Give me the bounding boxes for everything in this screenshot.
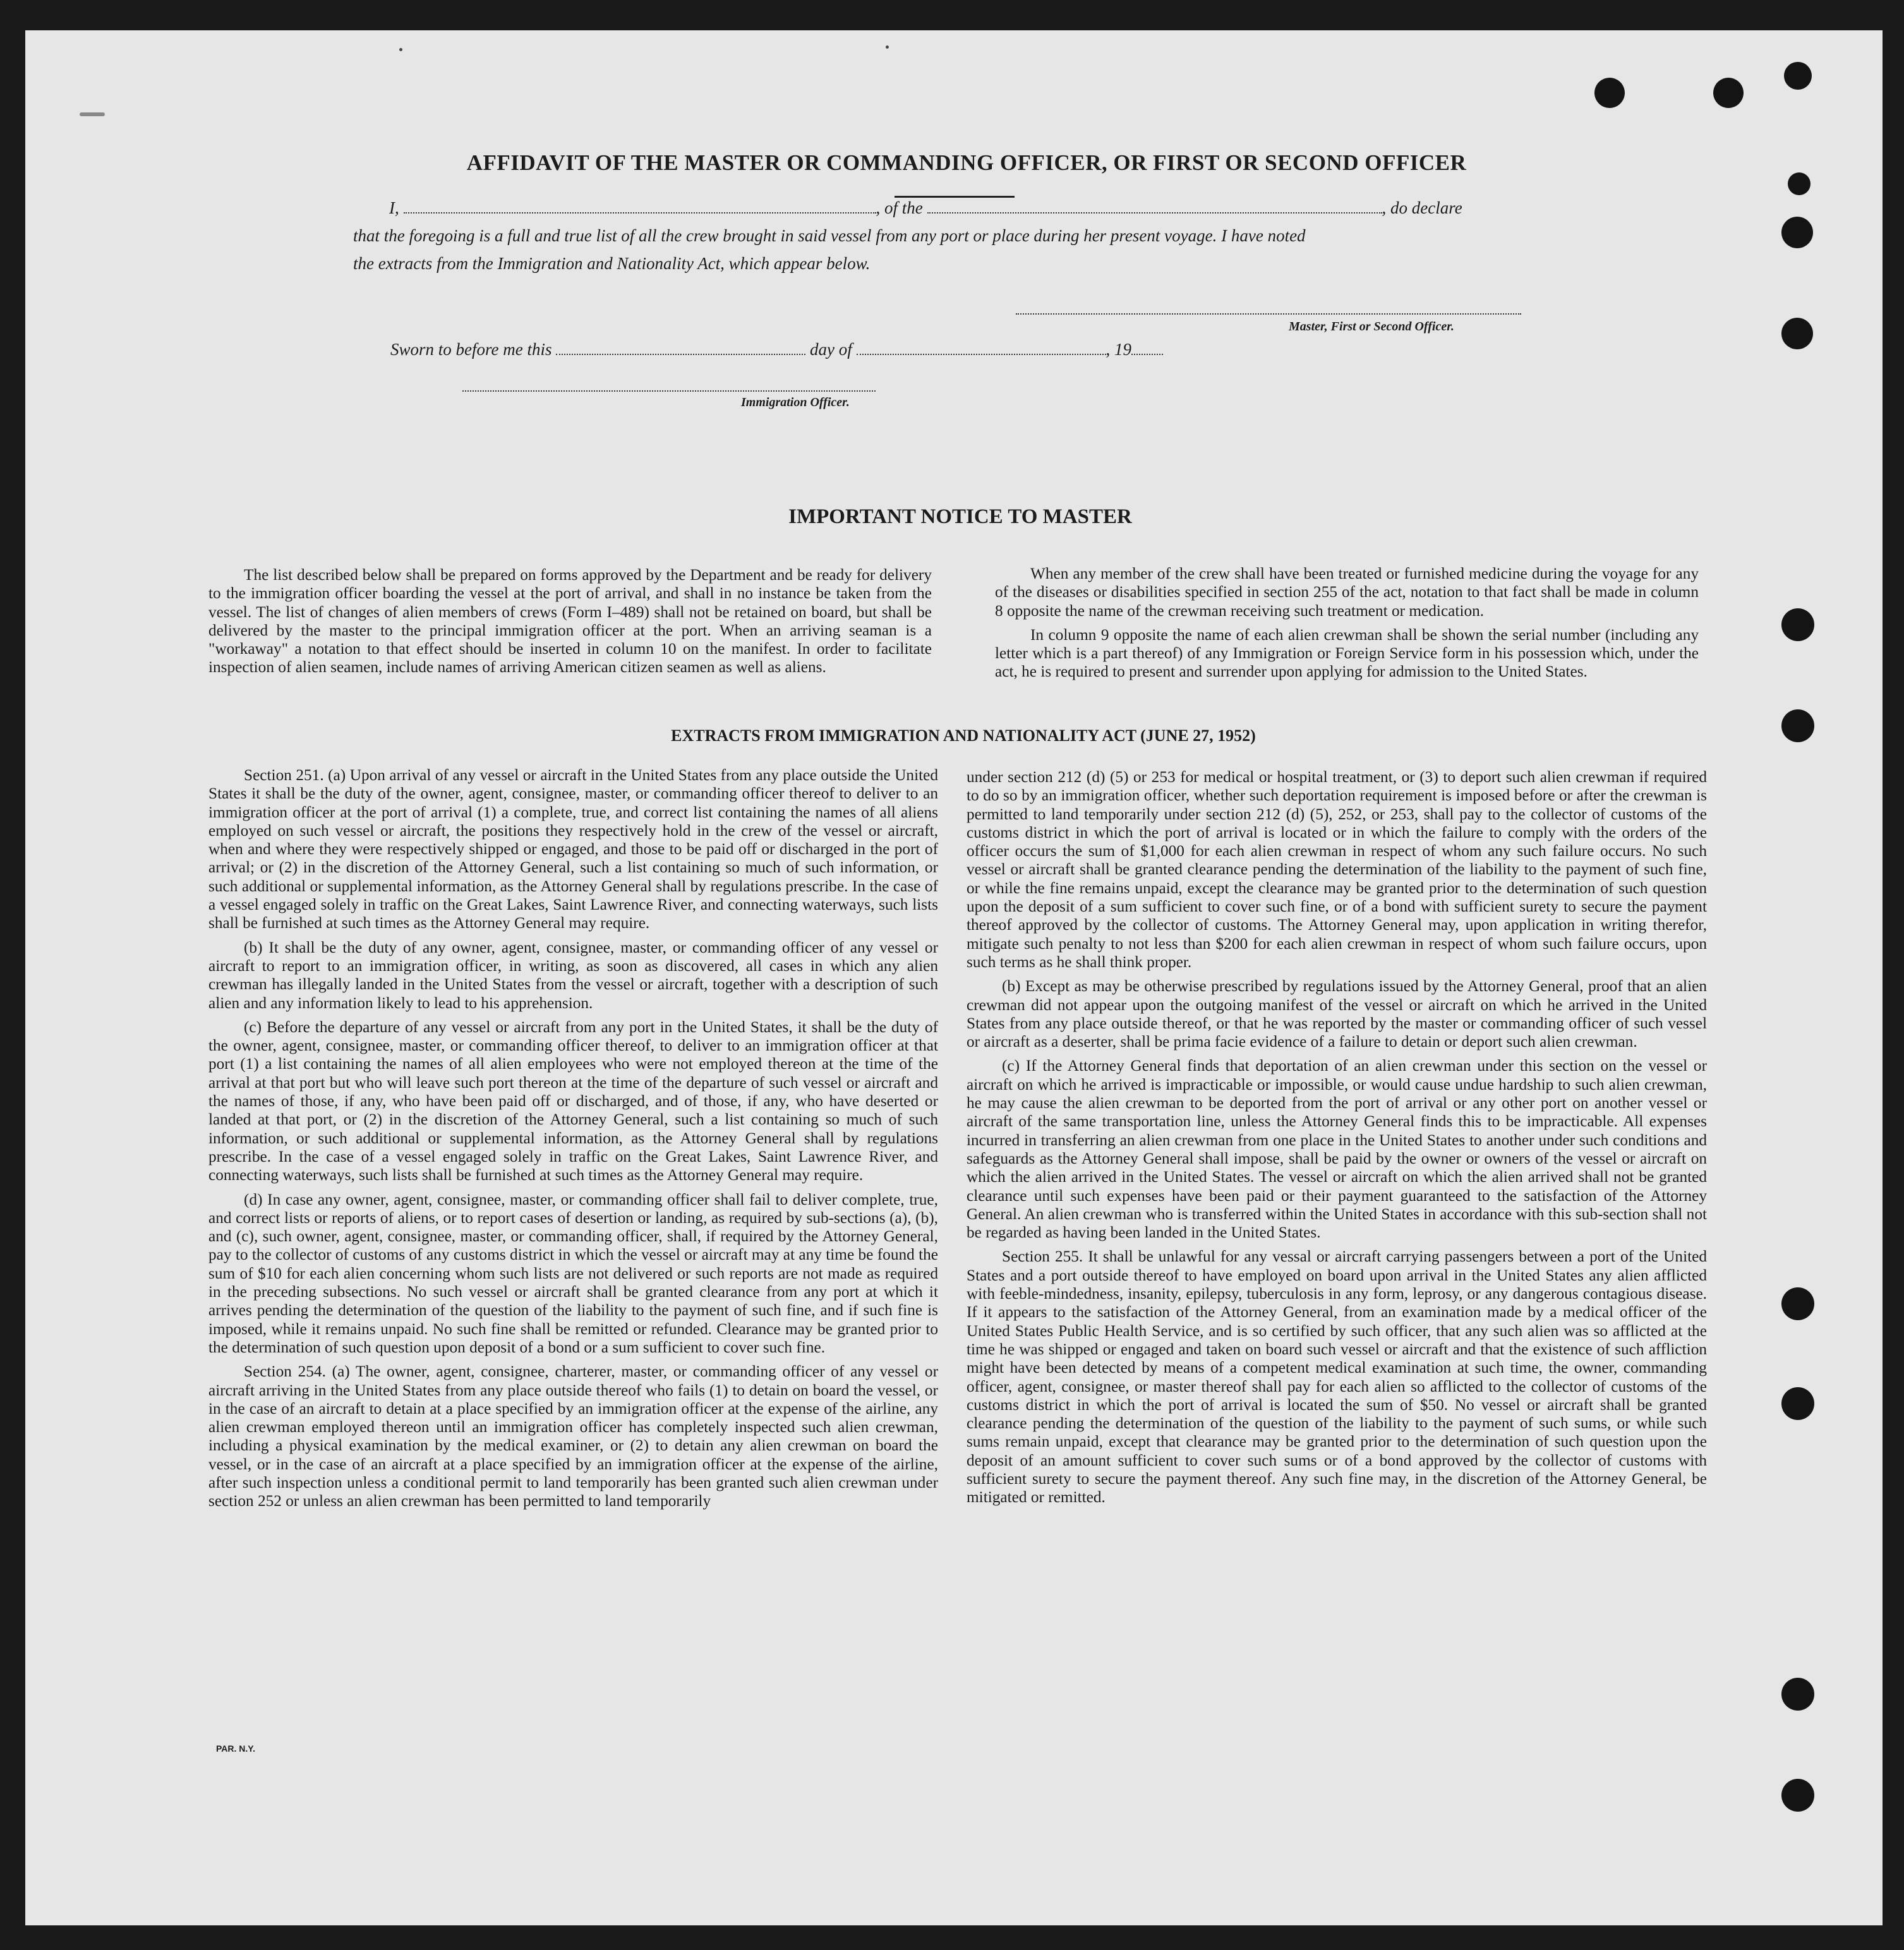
punch-hole (1781, 1779, 1814, 1812)
master-signature-label: Master, First or Second Officer. (1289, 320, 1454, 334)
sworn-year-field[interactable] (1131, 342, 1163, 355)
affidavit-title: AFFIDAVIT OF THE MASTER OR COMMANDING OFFICER, OR FIRST OR SECOND OFFICER (466, 150, 1467, 175)
declaration-line-3: the extracts from the Immigration and Nationality Act, which appear below. (353, 254, 871, 273)
sworn-month-field[interactable] (857, 342, 1106, 355)
extracts-left-column (208, 766, 938, 1517)
declarant-name-field[interactable] (404, 201, 876, 214)
immigration-officer-signature-field[interactable] (462, 384, 876, 392)
title-rule (895, 196, 1015, 198)
extracts-title: EXTRACTS FROM IMMIGRATION AND NATIONALITY ACT (JUNE 27, 1952) (671, 726, 1256, 745)
sworn-line (390, 340, 1163, 359)
punch-hole (1784, 62, 1812, 90)
declaration-line-1 (389, 198, 1462, 218)
act-section-paragraph: Section 251. (a) Upon arrival of any vessel or aircraft in the United States from any place outside the United States it shall be the duty of the owner, agent, consignee, master, or commanding officer thereof to deliver to an immigration officer at the port of arrival (1) a complete, true, and correct list containing the names of all aliens employed on such vessel or aircraft, the positions they respectively hold in the crew of the vessel or aircraft, when and where they were respectively shipped or engaged, and those to be paid off or discharged in the port of arrival; or (2) in the discretion of the Attorney General, such a list containing so much of such information, or such additional or supplemental information, as the Attorney General shall by regulations prescribe. In the case of a vessel engaged solely in traffic on the Great Lakes, Saint Lawrence River, and connecting waterways, such lists shall be furnished at such times as the Attorney General may require. (208, 766, 938, 932)
act-section-paragraph: (d) In case any owner, agent, consignee, master, or commanding officer shall fail to deliver complete, true, and correct lists or reports of aliens, or to report cases of desertion or landing, as required by sub-sections (a), (b), and (c), such owner, agent, consignee, master, or commanding officer, shall, if required by the Attorney General, pay to the collector of customs of any customs district in which the vessel or aircraft may at any time be found the sum of $10 for each alien concerning whom such lists are not delivered or such reports are not made as required in the preceding subsections. No such vessel or aircraft shall be granted clearance from any port at which it arrives pending the determination of the question of the liability to the payment of such fine, and if such fine is imposed, while it remains unpaid. No such fine shall be remitted or refunded. Clearance may be granted prior to the determination of such question upon deposit of a bond or a sum sufficient to cover such fine. (208, 1190, 938, 1356)
act-section-paragraph: (b) Except as may be otherwise prescribed by regulations issued by the Attorney General, proof that an alien crewman did not appear upon the outgoing manifest of the vessel or aircraft on which he arrived in the United States from any place outside thereof, or that he was reported by the master or commanding officer of such vessel or aircraft as a deserter, shall be prima facie evidence of a failure to detain or deport such alien crewman. (967, 977, 1707, 1051)
act-section-paragraph: Section 255. It shall be unlawful for any vessal or aircraft carrying passengers between a port of the United States and a port outside thereof to have employed on board upon arrival in the United States any alien afflicted with feeble-mindedness, insanity, epilepsy, tuberculosis in any form, leprosy, or any dangerous contagious disease. If it appears to the satisfaction of the Attorney General, from an examination made by a medical officer of the United States Public Health Service, and is so certified by such officer, that any such alien was so afflicted at the time he was shipped or engaged and taken on board such vessel or aircraft and that the existence of such affliction might have been detected by means of a competent medical examination at such time, the owner, commanding officer, agent, consignee, or master thereof shall pay for each alien so afflicted to the collector of customs of the customs district in which the port of arrival is located the sum of $50. No vessel or aircraft shall be granted clearance pending the determination of the question of the liability to the payment of such sums, or while such sums remain unpaid, except that clearance may be granted prior to the determination of such question upon the deposit of an amount sufficient to cover such sums or of a bond approved by the collector of customs with sufficient surety to secure the payment thereof. Any such fine may, in the discretion of the Attorney General, be mitigated or remitted. (967, 1248, 1707, 1507)
sworn-end: , 19 (1106, 340, 1131, 359)
punch-hole (1781, 1287, 1814, 1320)
declaration-line-2: that the foregoing is a full and true list of all the crew brought in said vessel from any port or place during her present voyage. I have noted (353, 226, 1306, 245)
vessel-name-field[interactable] (927, 201, 1382, 214)
act-section-paragraph: Section 254. (a) The owner, agent, consignee, charterer, master, or commanding officer of any vessel or aircraft arriving in the United States from any place outside thereof who fails (1) to detain on board the vessel, or in the case of an aircraft to detain at a place specified by an immigration officer at the expense of the airline, any alien crewman employed thereon until an immigration officer has completely inspected such alien crewman, including a physical examination by the medical examiner, or (2) to detain any alien crewman on board the vessel, or in the case of an aircraft at a place specified by an immigration officer at the expense of the airline, after such inspection unless a conditional permit to land temporarily has been granted such alien crewman under section 252 or unless an alien crewman has been permitted to land temporarily (208, 1363, 938, 1510)
notice-paragraph: The list described below shall be prepared on forms approved by the Department and be ready for delivery to the immigration officer boarding the vessel at the port of arrival, and shall in no instance be taken from the vessel. The list of changes of alien members of crews (Form I–489) shall not be retained on board, but shall be delivered by the master to the principal immigration officer at the port. When an arriving seaman is a "workaway" a notation to that effect should be inserted in column 10 on the manifest. In order to facilitate inspection of alien seamen, include names of arriving American citizen seamen as well as aliens. (208, 566, 932, 677)
punch-hole (1781, 709, 1814, 742)
sworn-start: Sworn to before me this (390, 340, 552, 359)
act-section-paragraph: under section 212 (d) (5) or 253 for medical or hospital treatment, or (3) to deport such alien crewman if required to do so by an immigration officer, whether such deportation requirement is imposed before or after the crewman is permitted to land temporarily under section 212 (d) (5), 252, or 253, shall pay to the collector of customs of the customs district in which the port of arrival is located or in which the failure to comply with the orders of the officer occurs the sum of $1,000 for each alien crewman in respect of whom any such failure occurs. No such vessel or aircraft shall be granted clearance pending the determination of the liability to the payment of such fine, or while the fine remains unpaid, except the clearance may be granted prior to the determination of such question upon the deposit of a sum sufficient to cover such fine, or of a bond with sufficient surety to secure the payment thereof approved by the collector of customs. The Attorney General may, upon application in writing therefor, mitigate such penalty to not less than $200 for each alien crewman in respect of whom such failure occurs, upon such terms as he shall think proper. (967, 768, 1707, 971)
declaration-start: I, (389, 198, 399, 217)
act-section-paragraph: (c) Before the departure of any vessel or aircraft from any port in the United States, it shall be the duty of the owner, agent, consignee, master, or commanding officer thereof, to deliver to an immigration officer at that port (1) a list containing the names of all alien employees who were not employed thereon at the time of the arrival at that port but who will leave such port thereon at the time of the departure of such vessel or aircraft and the names of those, if any, who have been paid off or discharged, and of those, if any, who have deserted or landed at that port, or (2) in the discretion of the Attorney General, such a list containing so much of such information, or such additional or supplemental information, as the Attorney General shall by regulations prescribe. In the case of a vessel engaged solely in traffic on the Great Lakes, Saint Lawrence River, and connecting waterways, such lists shall be furnished at such times as the Attorney General may require. (208, 1018, 938, 1184)
sworn-mid: day of (810, 340, 852, 359)
act-section-paragraph: (c) If the Attorney General finds that deportation of an alien crewman under this section on the vessel or aircraft on which he arrived is impracticable or impossible, or would cause undue hardship to such alien crewman, he may cause the alien crewman to be deported from the port of arrival or any other port on another vessel or aircraft of the same transportation line, unless the Attorney General finds this to be impracticable. All expenses incurred in transferring an alien crewman from one place in the United States to another under such conditions and safeguards as the Attorney General shall impose, shall be paid by the owner or owners of the vessel or aircraft on which the alien arrived in the United States. The vessel or aircraft on which the alien arrived shall not be granted clearance until such expenses have been paid or their payment guaranteed to the satisfaction of the Attorney General. An alien crewman who is transferred within the United States in accordance with this sub-section shall not be regarded as having been landed in the United States. (967, 1057, 1707, 1242)
master-signature-field[interactable] (1016, 307, 1521, 315)
punch-hole (1781, 217, 1813, 248)
declaration-end: , do declare (1382, 198, 1462, 217)
act-section-paragraph: (b) It shall be the duty of any owner, agent, consignee, master, or commanding officer of any vessel or aircraft to report to an immigration officer, in writing, as soon as discovered, all cases in which any alien crewman has illegally landed in the United States from the vessel or aircraft, together with a description of such alien and any information likely to lead to his apprehension. (208, 938, 938, 1012)
printer-mark: PAR. N.Y. (216, 1743, 255, 1754)
punch-hole (1781, 1678, 1814, 1711)
notice-left-column (208, 566, 932, 683)
sworn-day-field[interactable] (556, 342, 805, 355)
punch-hole (1594, 78, 1625, 108)
punch-hole (1781, 608, 1814, 641)
immigration-officer-label: Immigration Officer. (741, 395, 850, 409)
notice-paragraph: When any member of the crew shall have been treated or furnished medicine during the voyage for any of the diseases or disabilities specified in section 255 of the act, notation to that fact shall be made in column 8 opposite the name of the crewman receiving such treatment or medication. (995, 565, 1699, 620)
punch-hole (1781, 1387, 1814, 1420)
punch-hole (1788, 172, 1811, 195)
punch-hole (1713, 78, 1744, 108)
notice-title: IMPORTANT NOTICE TO MASTER (788, 505, 1132, 528)
punch-hole (1781, 318, 1813, 349)
notice-paragraph: In column 9 opposite the name of each alien crewman shall be shown the serial number (including any letter which is a part thereof) of any Immigration or Foreign Service form in his possession which, under the act, he is required to present and surrender upon applying for admission to the United States. (995, 625, 1699, 681)
declaration-mid: , of the (876, 198, 923, 217)
form-sheet (25, 30, 1883, 1925)
extracts-right-column (967, 768, 1707, 1513)
notice-right-column (995, 565, 1699, 687)
